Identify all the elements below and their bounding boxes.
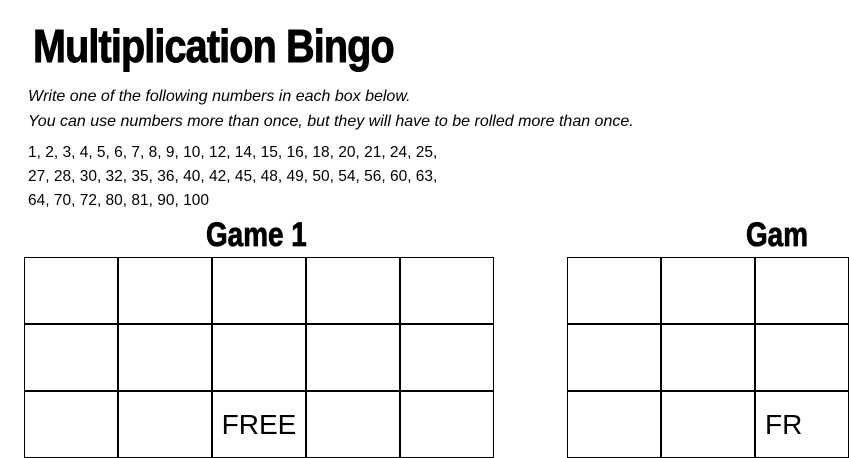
bingo-cell[interactable]	[755, 257, 849, 324]
instruction-line-2: You can use numbers more than once, but they will have to be rolled more than once.	[28, 113, 634, 130]
bingo-cell[interactable]	[212, 257, 306, 324]
free-cell: FR	[755, 391, 849, 458]
bingo-cell[interactable]	[306, 324, 400, 391]
game-2-title: Gam	[746, 216, 808, 254]
bingo-cell[interactable]	[661, 257, 755, 324]
bingo-cell[interactable]	[306, 391, 400, 458]
number-list-line-3: 64, 70, 72, 80, 81, 90, 100	[28, 192, 209, 209]
bingo-cell[interactable]	[212, 324, 306, 391]
bingo-cell[interactable]	[567, 391, 661, 458]
bingo-cell[interactable]	[567, 324, 661, 391]
bingo-cell[interactable]	[755, 324, 849, 391]
number-list-line-1: 1, 2, 3, 4, 5, 6, 7, 8, 9, 10, 12, 14, 15, 16, 18, 20, 21, 24, 25,	[28, 144, 438, 161]
bingo-cell[interactable]	[24, 324, 118, 391]
bingo-cell[interactable]	[306, 257, 400, 324]
page-title: Multiplication Bingo	[33, 20, 394, 72]
bingo-cell[interactable]	[118, 324, 212, 391]
number-list-line-2: 27, 28, 30, 32, 35, 36, 40, 42, 45, 48, 49, 50, 54, 56, 60, 63,	[28, 168, 438, 185]
bingo-cell[interactable]	[661, 391, 755, 458]
instruction-line-1: Write one of the following numbers in each box below.	[28, 88, 411, 105]
bingo-cell[interactable]	[24, 391, 118, 458]
bingo-cell[interactable]	[567, 257, 661, 324]
bingo-cell[interactable]	[118, 391, 212, 458]
bingo-cell[interactable]	[118, 257, 212, 324]
free-cell: FREE	[212, 391, 306, 458]
bingo-cell[interactable]	[24, 257, 118, 324]
bingo-cell[interactable]	[661, 324, 755, 391]
game-1-title: Game 1	[206, 216, 307, 254]
bingo-cell[interactable]	[400, 391, 494, 458]
bingo-cell[interactable]	[400, 257, 494, 324]
bingo-cell[interactable]	[400, 324, 494, 391]
